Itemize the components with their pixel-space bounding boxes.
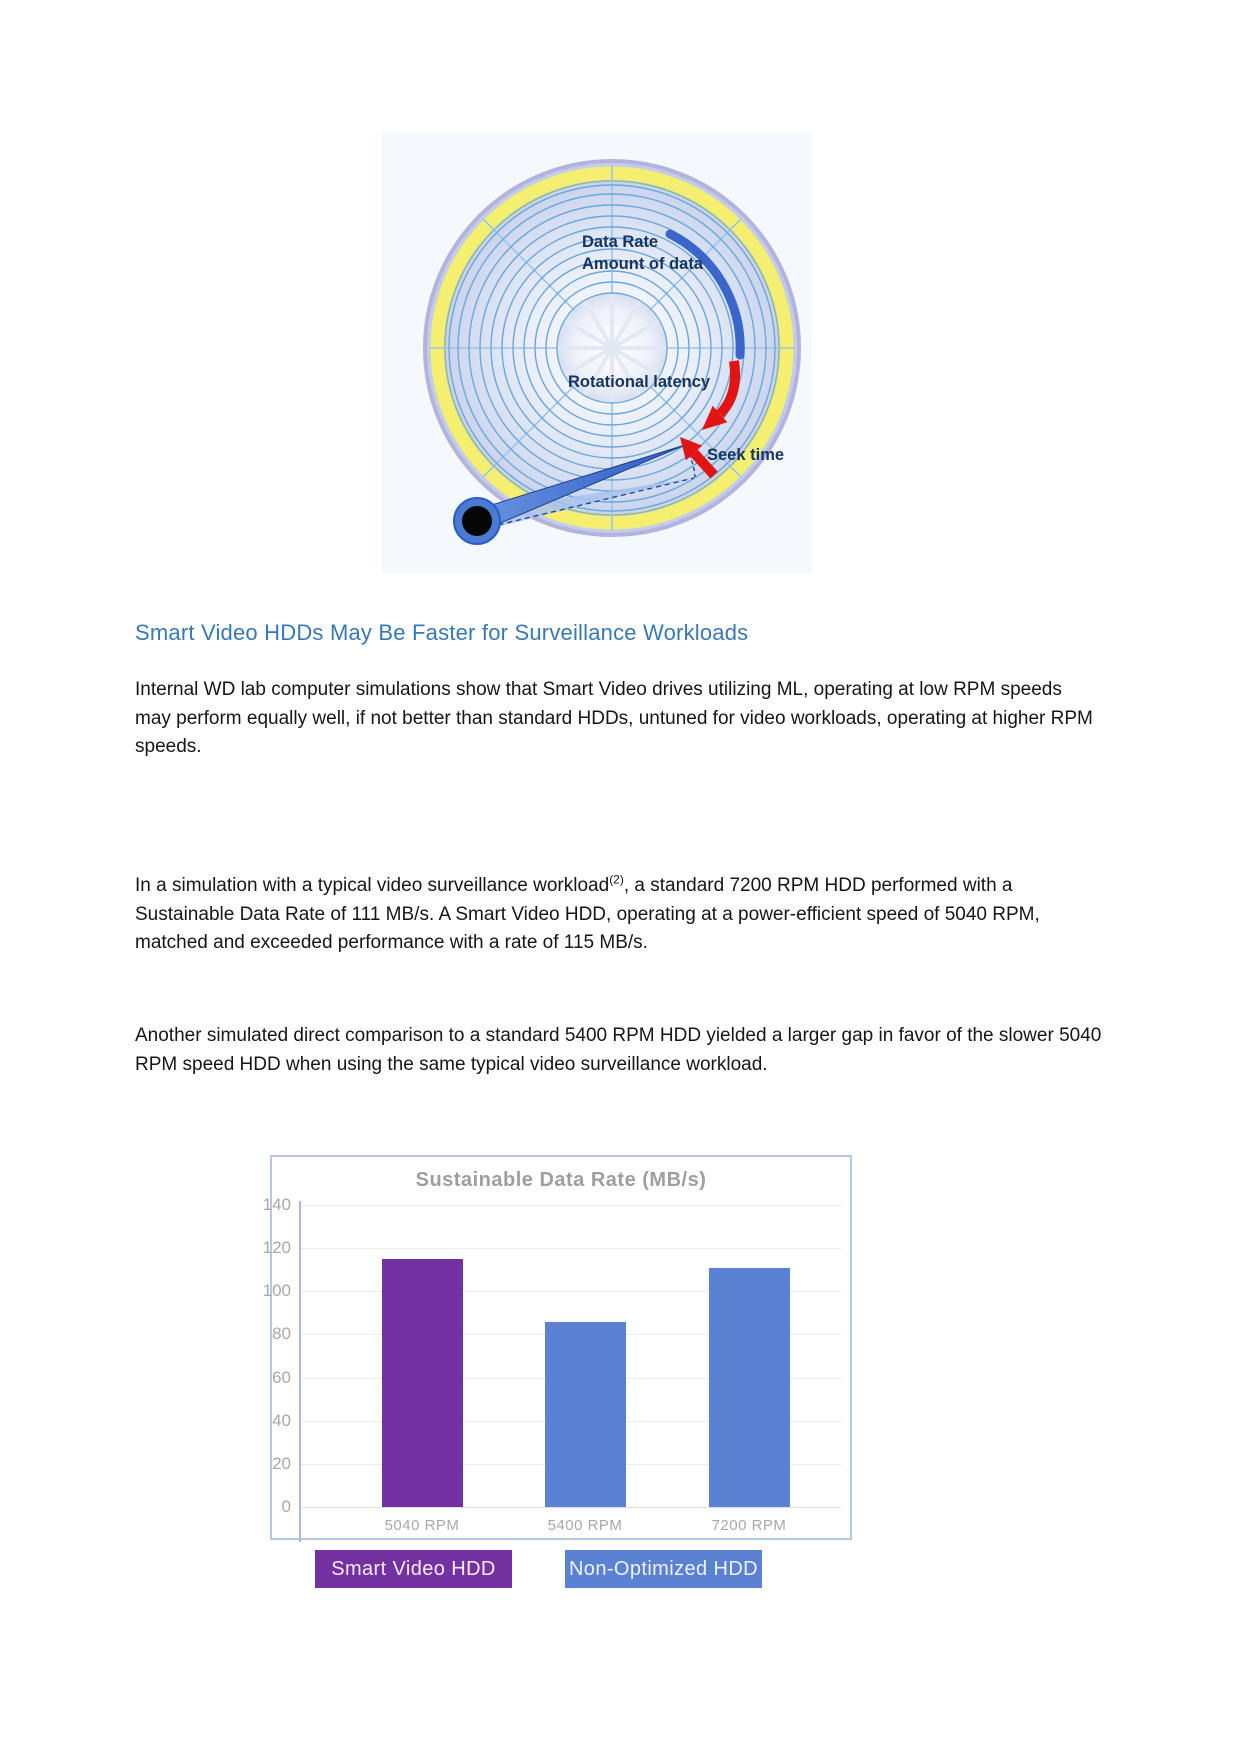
diagram-label-seek-time: Seek time xyxy=(707,446,785,464)
bar-5040-rpm xyxy=(382,1259,463,1507)
y-axis-tick-label: 120 xyxy=(262,1238,291,1258)
hdd-platter-svg xyxy=(382,133,812,573)
bar-5400-rpm xyxy=(545,1322,626,1508)
gridline xyxy=(301,1205,841,1206)
sustainable-data-rate-chart xyxy=(262,1155,852,1540)
gridline xyxy=(301,1248,841,1249)
diagram-label-amount-of-data: Amount of data xyxy=(582,255,703,273)
x-axis-category-label: 7200 RPM xyxy=(711,1517,787,1534)
paragraph-2 xyxy=(135,872,1103,958)
bar-7200-rpm xyxy=(709,1268,790,1507)
diagram-label-rotational-latency: Rotational latency xyxy=(568,373,711,391)
paragraph-1: Internal WD lab computer simulations show that Smart Video drives utilizing ML, operating at low RPM speeds may perform equally well, if not better than standard HDDs, untuned for video workloads, operating at higher RPM speeds. xyxy=(135,679,1093,757)
y-axis-tick-label: 0 xyxy=(281,1497,291,1516)
chart-legend xyxy=(270,1550,852,1590)
legend-non-optimized-hdd: Non-Optimized HDD xyxy=(565,1550,762,1588)
diagram-label-data-rate: Data Rate xyxy=(582,233,659,251)
paragraph-2-text: In a simulation with a typical video surveillance workload xyxy=(135,875,610,896)
paragraph-2-text-continued: , a standard 7200 RPM HDD performed with a Sustainable Data Rate of 111 MB/s. A Smart Video HDD, operating at a power-efficient speed of 5040 RPM, matched and exceeded performance with a rate of 115 MB/s. xyxy=(135,875,1040,953)
chart-title: Sustainable Data Rate (MB/s) xyxy=(415,1169,707,1191)
x-axis-category-label: 5400 RPM xyxy=(547,1517,623,1534)
section-heading: Smart Video HDDs May Be Faster for Surveillance Workloads xyxy=(135,620,749,645)
hdd-platter-diagram xyxy=(382,133,812,578)
y-axis-tick-label: 40 xyxy=(272,1410,291,1430)
legend-smart-video-hdd: Smart Video HDD xyxy=(315,1550,512,1588)
y-axis-tick-label: 20 xyxy=(272,1453,291,1473)
chart-plot-area xyxy=(262,1195,841,1534)
y-axis-tick-label: 140 xyxy=(262,1195,291,1214)
x-axis-category-label: 5040 RPM xyxy=(384,1517,460,1534)
y-axis-tick-label: 60 xyxy=(272,1367,291,1387)
actuator-pivot xyxy=(462,506,492,536)
gridline xyxy=(301,1507,841,1508)
y-axis-tick-label: 80 xyxy=(272,1324,291,1344)
footnote-reference: (2) xyxy=(609,872,624,887)
paragraph-3: Another simulated direct comparison to a standard 5400 RPM HDD yielded a larger gap in favor of the slower 5040 RPM speed HDD when using the same typical video surveillance workload. xyxy=(135,1025,1102,1075)
y-axis-tick-label: 100 xyxy=(262,1281,291,1301)
